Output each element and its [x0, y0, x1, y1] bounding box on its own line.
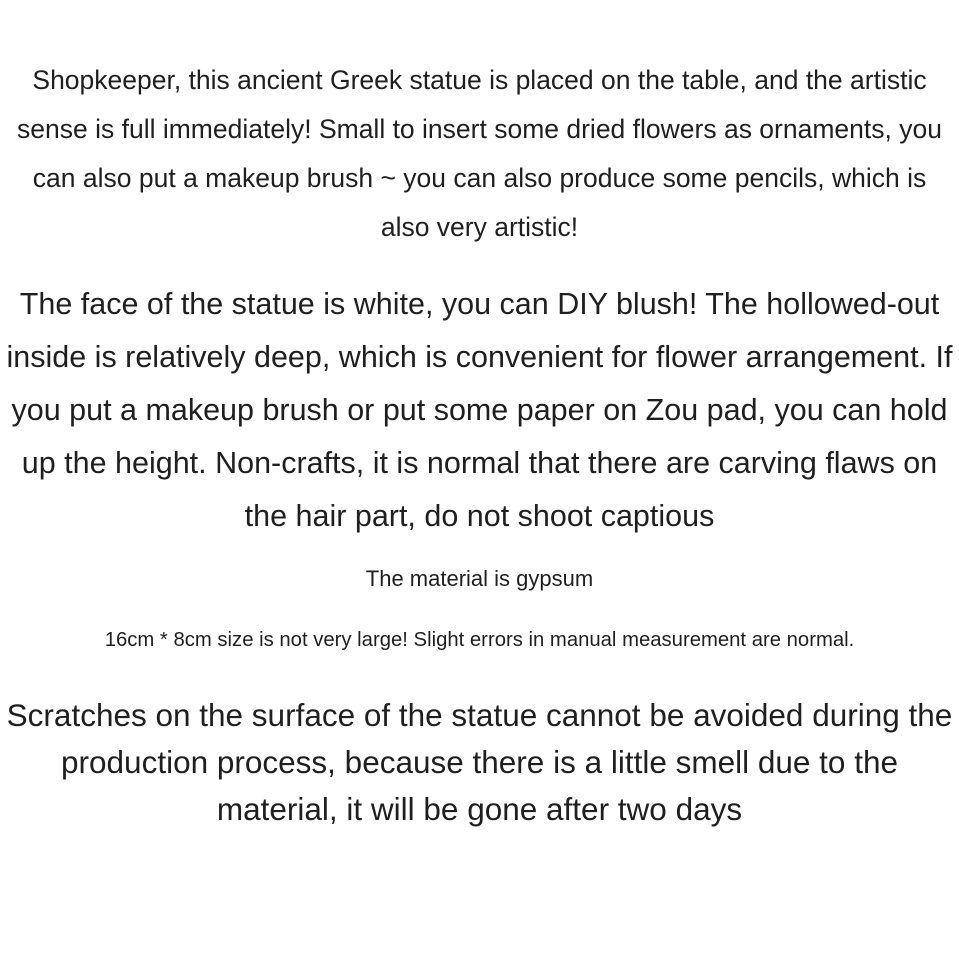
paragraph-usage-ideas: Shopkeeper, this ancient Greek statue is placed on the table, and the artistic sense is full immediately! Small to insert some dried flowers as ornaments, you can also put a makeup brush ~ you can also produce some pencils, which is also very artistic! — [17, 65, 942, 242]
paragraph-size: 16cm * 8cm size is not very large! Slight errors in manual measurement are normal. — [104, 629, 855, 651]
paragraph-scratches-notice: Scratches on the surface of the statue cannot be avoided during the production process, because there is a little smell due to the material, it will be gone after two days — [6, 697, 953, 827]
paragraph-material: The material is gypsum — [365, 566, 594, 591]
paragraph-statue-details: The face of the statue is white, you can DIY blush! The hollowed-out inside is relatively deep, which is convenient for flower arrangement. If you put a makeup brush or put some paper on Zou pad, you can hold up the height. Non-crafts, it is normal that there are carving flaws on the hair part, do not shoot captious — [6, 287, 953, 533]
